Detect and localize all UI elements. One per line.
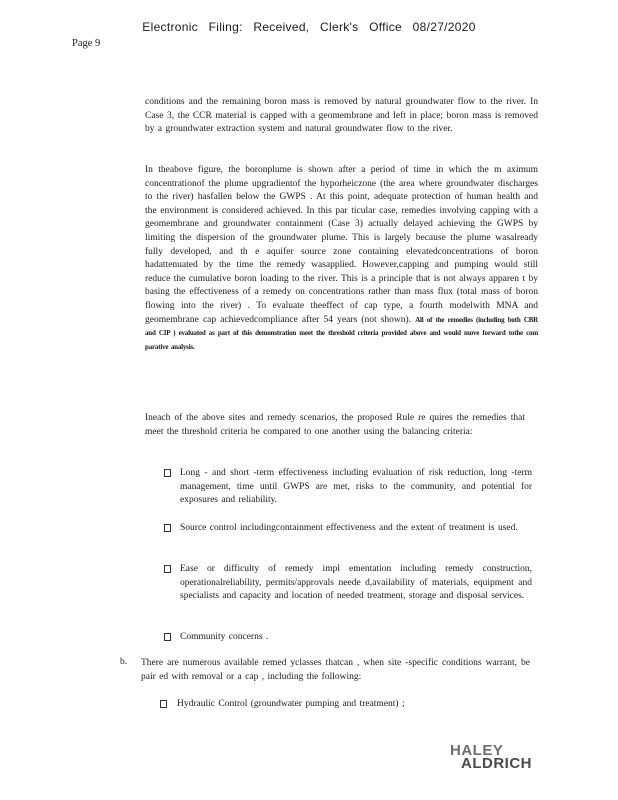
remedy-bullet-hydraulic-control [160, 698, 530, 712]
paragraph-boron-plume-main: In theabove figure, the boronplume is shown after a period of time in which the m aximum concentrationof the plume upgradientof the hyporheiczone (the area where groundwater discharges to the river) hasfallen below the GWPS . At this point, adequate protection of human health and the environment is considered achieved. In this par ticular case, remedies involving capping with a geomembrane and groundwater containment (Case 3) actually delayed achieving the GWPS by limiting the dispersion of the groundwater plume. This is largely because the plume wasalready fully developed, and th e aquifer source zone containing elevatedconcentrations of boron hadattenuated by the time the remedy wasapplied. However,capping and pumping would still reduce the cumulative boron loading to the river. This is a principle that is not always apparen t by basing the effectiveness of a remedy on concentrations rather than mass flux (total mass of boron flowing into the river) . To evaluate theeffect of cap type, a fourth modelwith MNA and geomembrane cap achievedcompliance after 54 years (not shown). [145, 165, 538, 325]
criteria-bullet-text: Community concerns . [180, 632, 269, 642]
list-item-b [120, 657, 530, 684]
criteria-bullet-text: Source control includingcontainment effectiveness and the extent of treatment is used. [180, 523, 518, 533]
paragraph-balancing-criteria-intro: Ineach of the above sites and remedy scenarios, the proposed Rule re quires the remedies that meet the threshold criteria be compared to one another using the balancing criteria: [145, 413, 525, 437]
bullet-square-icon [164, 633, 171, 641]
logo-line-2: ALDRICH [461, 755, 532, 772]
bullet-square-icon [164, 469, 171, 477]
paragraph-remedies-threshold: All of the remedies (including both CBR and CIP ) evaluated as part of this demonstration meet the threshold criteria provided above and would move forward tothe com parative analysis. [145, 315, 538, 351]
list-letter: b. [120, 657, 128, 667]
filing-stamp-header: Electronic Filing: Received, Clerk's Office 08/27/2020 [142, 20, 476, 34]
criteria-bullet-source-control [164, 522, 519, 536]
criteria-bullet-implementation [164, 563, 532, 604]
remedy-bullet-text: Hydraulic Control (groundwater pumping and treatment) ; [177, 699, 405, 709]
page-number: Page 9 [72, 38, 101, 49]
paragraph-case-description: conditions and the remaining boron mass is removed by natural groundwater flow to the river. In Case 3, the CCR material is capped with a geomembrane and left in place; boron mass is removed by a groundwater extraction system and natural groundwater flow to the river. [145, 97, 538, 135]
criteria-bullet-text: Long - and short -term effectiveness including evaluation of risk reduction, long -term management, time until GWPS are met, risks to the community, and potential for exposures and reliability. [180, 468, 532, 506]
paragraph-boron-plume-analysis [145, 164, 538, 354]
logo-line-1: HALEY [450, 742, 504, 759]
criteria-bullet-community [164, 631, 532, 645]
bullet-square-icon [164, 565, 171, 573]
bullet-square-icon [160, 700, 167, 708]
bullet-square-icon [164, 524, 171, 532]
haley-aldrich-logo [450, 744, 545, 770]
criteria-bullet-effectiveness [164, 467, 532, 508]
criteria-bullet-text: Ease or difficulty of remedy impl ementation including remedy construction, operationalreliability, permits/approvals neede d,availability of materials, equipment and specialists and capacity and location of needed treatment, storage and disposal services. [180, 564, 532, 602]
list-item-b-text: There are numerous available remed yclasses thatcan , when site -specific conditions warrant, be pair ed with removal or a cap , including the following: [141, 658, 530, 682]
